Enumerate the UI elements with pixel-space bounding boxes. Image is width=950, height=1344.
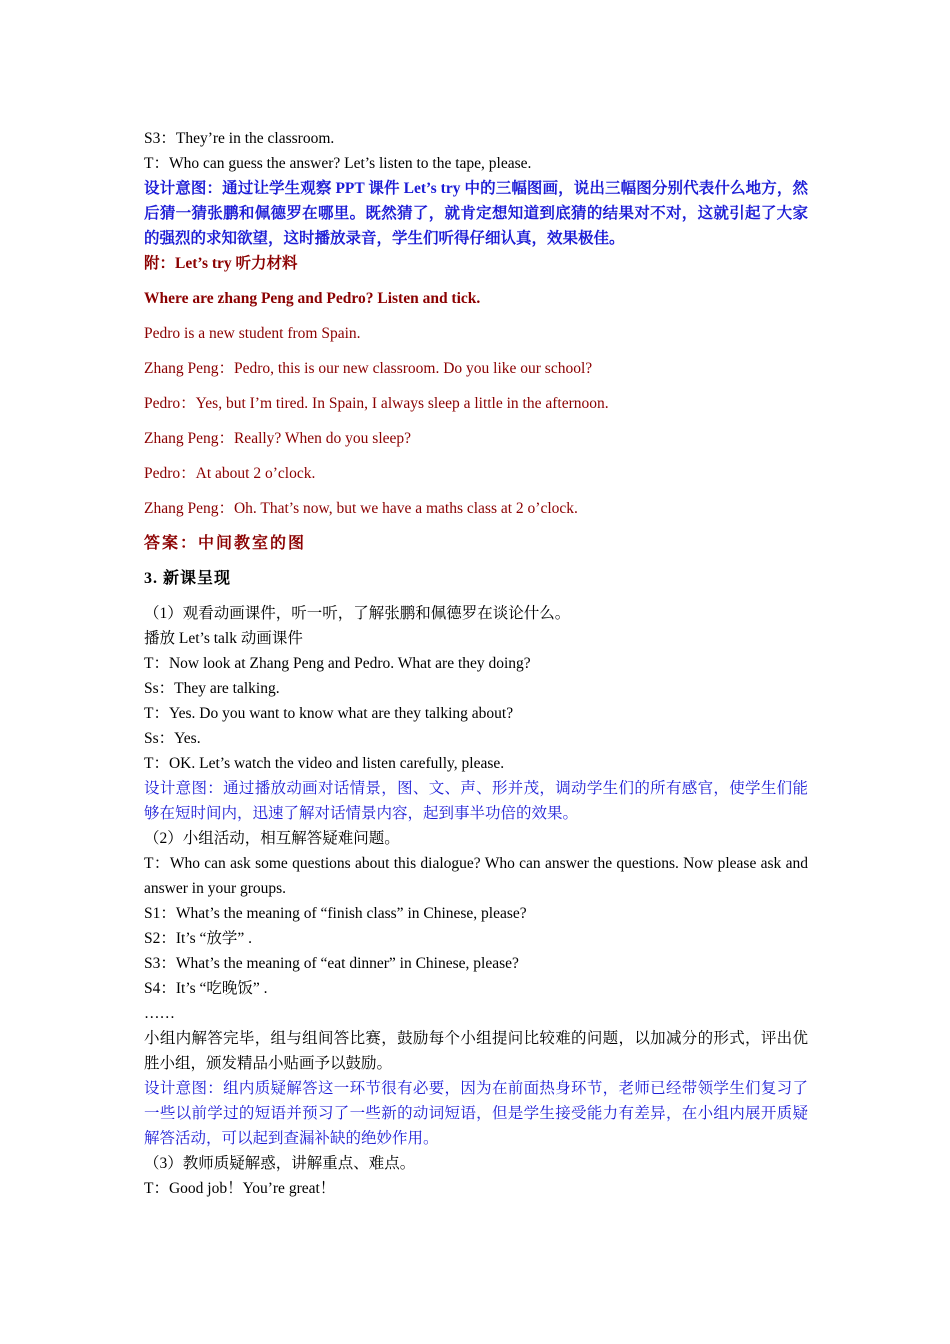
dialog-line: Ss：Yes. — [144, 730, 201, 747]
listening-title: Where are zhang Peng and Pedro? Listen and tick. — [144, 290, 481, 307]
dialog-line: T：Now look at Zhang Peng and Pedro. What are they doing? — [144, 655, 531, 672]
listening-line: Pedro is a new student from Spain. — [144, 325, 361, 342]
dialog-line: T：OK. Let’s watch the video and listen carefully, please. — [144, 755, 505, 772]
answer-label: 答案：中间教室的图 — [144, 535, 307, 552]
ellipsis: …… — [144, 1005, 175, 1022]
step-1: （1）观看动画课件，听一听，了解张鹏和佩德罗在谈论什么。 — [144, 605, 571, 622]
dialog-line: S2：It’s “放学” . — [144, 930, 253, 947]
play-instruction: 播放 Let’s talk 动画课件 — [144, 630, 303, 647]
document-page — [144, 126, 808, 1201]
final-line: T：Good job！You’re great！ — [144, 1180, 336, 1197]
step-2: （2）小组活动，相互解答疑难问题。 — [144, 830, 400, 847]
listening-line: Zhang Peng：Really? When do you sleep? — [144, 430, 412, 447]
teacher-question: T：Who can ask some questions about this dialogue? Who can answer the questions. Now please ask and answer in your groups. — [144, 855, 808, 897]
listening-line: Pedro：At about 2 o’clock. — [144, 465, 316, 482]
dialog-line: S1：What’s the meaning of “finish class” in Chinese, please? — [144, 905, 527, 922]
dialog-line: S3：What’s the meaning of “eat dinner” in Chinese, please? — [144, 955, 519, 972]
design-intent-3: 设计意图：组内质疑解答这一环节很有必要，因为在前面热身环节，老师已经带领学生们复习了一些以前学过的短语并预习了一些新的动词短语，但是学生接受能力有差异，在小组内展开质疑解答活动，可以起到查漏补缺的绝妙作用。 — [144, 1080, 808, 1147]
listening-line: Zhang Peng：Oh. That’s now, but we have a maths class at 2 o’clock. — [144, 500, 578, 517]
dialog-line: S4：It’s “吃晚饭” . — [144, 980, 268, 997]
dialog-line-s3: S3：They’re in the classroom. — [144, 130, 335, 147]
dialog-line-teacher: T：Who can guess the answer? Let’s listen to the tape, please. — [144, 155, 532, 172]
dialog-line: T：Yes. Do you want to know what are they talking about? — [144, 705, 514, 722]
group-activity-text: 小组内解答完毕，组与组间答比赛，鼓励每个小组提问比较难的问题，以加减分的形式，评出优胜小组，颁发精品小贴画予以鼓励。 — [144, 1030, 808, 1072]
section-heading: 3. 新课呈现 — [144, 570, 232, 587]
design-intent-1: 设计意图：通过让学生观察 PPT 课件 Let’s try 中的三幅图画，说出三幅图分别代表什么地方，然后猜一猜张鹏和佩德罗在哪里。既然猜了，就肯定想知道到底猜的结果对不对，这就引起了大家的强烈的求知欲望，这时播放录音，学生们听得仔细认真，效果极佳。 — [144, 180, 808, 247]
appendix-label: 附：Let’s try 听力材料 — [144, 255, 298, 272]
listening-line: Zhang Peng：Pedro, this is our new classroom. Do you like our school? — [144, 360, 593, 377]
dialog-line: Ss：They are talking. — [144, 680, 280, 697]
design-intent-2: 设计意图：通过播放动画对话情景，图、文、声、形并茂，调动学生们的所有感官，使学生们能够在短时间内，迅速了解对话情景内容，起到事半功倍的效果。 — [144, 780, 808, 822]
step-3: （3）教师质疑解惑，讲解重点、难点。 — [144, 1155, 416, 1172]
listening-line: Pedro：Yes, but I’m tired. In Spain, I always sleep a little in the afternoon. — [144, 395, 609, 412]
